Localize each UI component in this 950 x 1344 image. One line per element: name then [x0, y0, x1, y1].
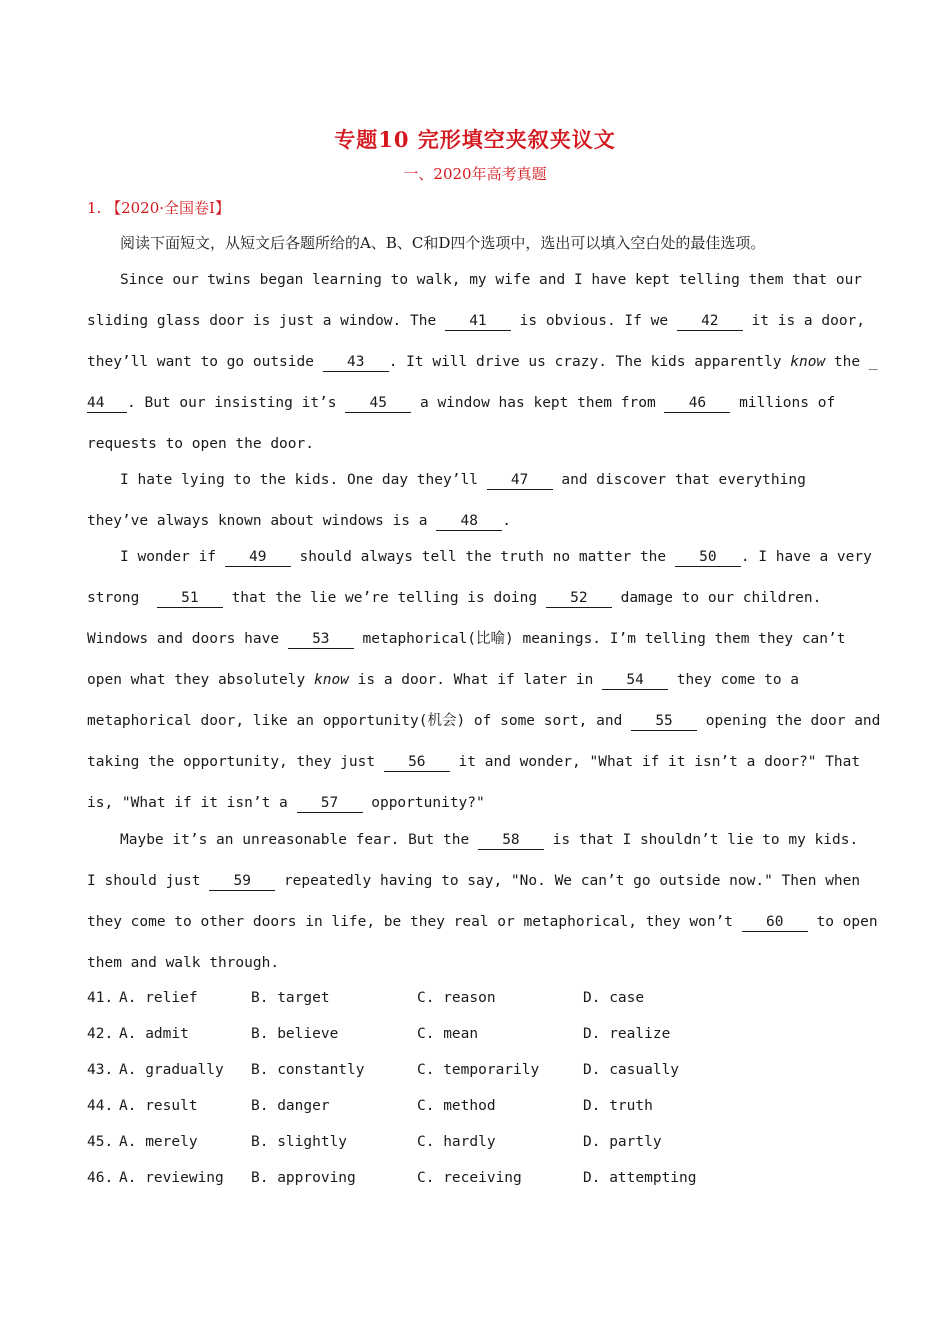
blank-55: 55 — [631, 713, 697, 731]
page-title: 专题10 完形填空夹叙夹议文 — [334, 127, 616, 152]
blank-42: 42 — [677, 313, 743, 331]
blank-47: 47 — [487, 472, 553, 490]
option-c[interactable]: C. temporarily — [417, 1062, 540, 1078]
option-b[interactable]: B. believe — [251, 1026, 339, 1042]
passage-line: Since our twins began learning to walk, my wife and I have kept telling them that our — [120, 272, 863, 288]
passage-line: requests to open the door. — [87, 436, 314, 452]
option-a[interactable]: A. relief — [119, 990, 198, 1006]
option-a[interactable]: A. admit — [119, 1026, 189, 1042]
passage-line: taking the opportunity, they just 56 it and wonder, "What if it isn’t a door?" That — [87, 754, 861, 770]
passage-line: I hate lying to the kids. One day they’ll 47 and discover that everything — [120, 472, 806, 488]
blank-50: 50 — [675, 549, 741, 567]
option-d[interactable]: D. realize — [583, 1026, 671, 1042]
option-d[interactable]: D. partly — [583, 1134, 662, 1150]
option-a[interactable]: A. reviewing — [119, 1170, 224, 1186]
option-c[interactable]: C. method — [417, 1098, 496, 1114]
passage-line: sliding glass door is just a window. The 41 is obvious. If we 42 it is a door, — [87, 313, 866, 329]
italic-know: know — [313, 672, 349, 688]
passage-line: Windows and doors have 53 metaphorical(比喻) meanings. I’m telling them they can’t — [87, 631, 846, 647]
passage-line: open what they absolutely know is a door. What if later in 54 they come to a — [87, 672, 800, 688]
option-b[interactable]: B. danger — [251, 1098, 330, 1114]
passage-line: them and walk through. — [87, 955, 280, 971]
option-number: 42. — [87, 1026, 114, 1042]
option-b[interactable]: B. approving — [251, 1170, 356, 1186]
passage-line: 44 . But our insisting it’s 45 a window has kept them from 46 millions of — [87, 395, 836, 411]
blank-43: 43 — [323, 354, 389, 372]
passage-line: they come to other doors in life, be they real or metaphorical, they won’t 60 to open — [87, 914, 878, 930]
option-b[interactable]: B. target — [251, 990, 330, 1006]
blank-51: 51 — [157, 590, 223, 608]
option-c[interactable]: C. receiving — [417, 1170, 522, 1186]
blank-49: 49 — [225, 549, 291, 567]
passage-line: strong 51 that the lie we’re telling is doing 52 damage to our children. — [87, 590, 822, 606]
blank-59: 59 — [209, 873, 275, 891]
option-c[interactable]: C. reason — [417, 990, 496, 1006]
blank-41: 41 — [445, 313, 511, 331]
instruction-text: 阅读下面短文，从短文后各题所给的A、B、C和D四个选项中，选出可以填入空白处的最佳选项。 — [120, 234, 766, 252]
option-number: 46. — [87, 1170, 114, 1186]
option-d[interactable]: D. casually — [583, 1062, 680, 1078]
passage-line: Maybe it’s an unreasonable fear. But the 58 is that I shouldn’t lie to my kids. — [120, 832, 859, 848]
blank-58: 58 — [478, 832, 544, 850]
blank-60: 60 — [742, 914, 808, 932]
blank-52: 52 — [546, 590, 612, 608]
italic-know: know — [790, 354, 826, 370]
option-number: 43. — [87, 1062, 114, 1078]
blank-57: 57 — [297, 795, 363, 813]
blank-53: 53 — [288, 631, 354, 649]
blank-54: 54 — [602, 672, 668, 690]
option-number: 44. — [87, 1098, 114, 1114]
blank-46: 46 — [664, 395, 730, 413]
option-number: 45. — [87, 1134, 114, 1150]
option-b[interactable]: B. constantly — [251, 1062, 365, 1078]
section-subtitle: 一、2020年高考真题 — [403, 165, 547, 183]
blank-56: 56 — [384, 754, 450, 772]
passage-line: metaphorical door, like an opportunity(机会) of some sort, and 55 opening the door and — [87, 713, 881, 729]
option-d[interactable]: D. truth — [583, 1098, 653, 1114]
option-c[interactable]: C. mean — [417, 1026, 479, 1042]
passage-line: is, "What if it isn’t a 57 opportunity?" — [87, 795, 485, 811]
question-header: 1. 【2020·全国卷I】 — [87, 199, 230, 217]
blank-45: 45 — [345, 395, 411, 413]
option-d[interactable]: D. attempting — [583, 1170, 697, 1186]
option-d[interactable]: D. case — [583, 990, 645, 1006]
passage-line: they’ll want to go outside 43 . It will drive us crazy. The kids apparently know the _ — [87, 354, 878, 370]
blank-44: 44 — [87, 395, 127, 413]
passage-line: I should just 59 repeatedly having to say, "No. We can’t go outside now." Then when — [87, 873, 861, 889]
option-b[interactable]: B. slightly — [251, 1134, 348, 1150]
passage-line: they’ve always known about windows is a 48 . — [87, 513, 511, 529]
option-number: 41. — [87, 990, 114, 1006]
passage-line: I wonder if 49 should always tell the truth no matter the 50 . I have a very — [120, 549, 872, 565]
option-row-46 — [87, 1170, 697, 1282]
option-c[interactable]: C. hardly — [417, 1134, 496, 1150]
option-a[interactable]: A. result — [119, 1098, 198, 1114]
option-a[interactable]: A. gradually — [119, 1062, 224, 1078]
blank-48: 48 — [436, 513, 502, 531]
option-a[interactable]: A. merely — [119, 1134, 198, 1150]
